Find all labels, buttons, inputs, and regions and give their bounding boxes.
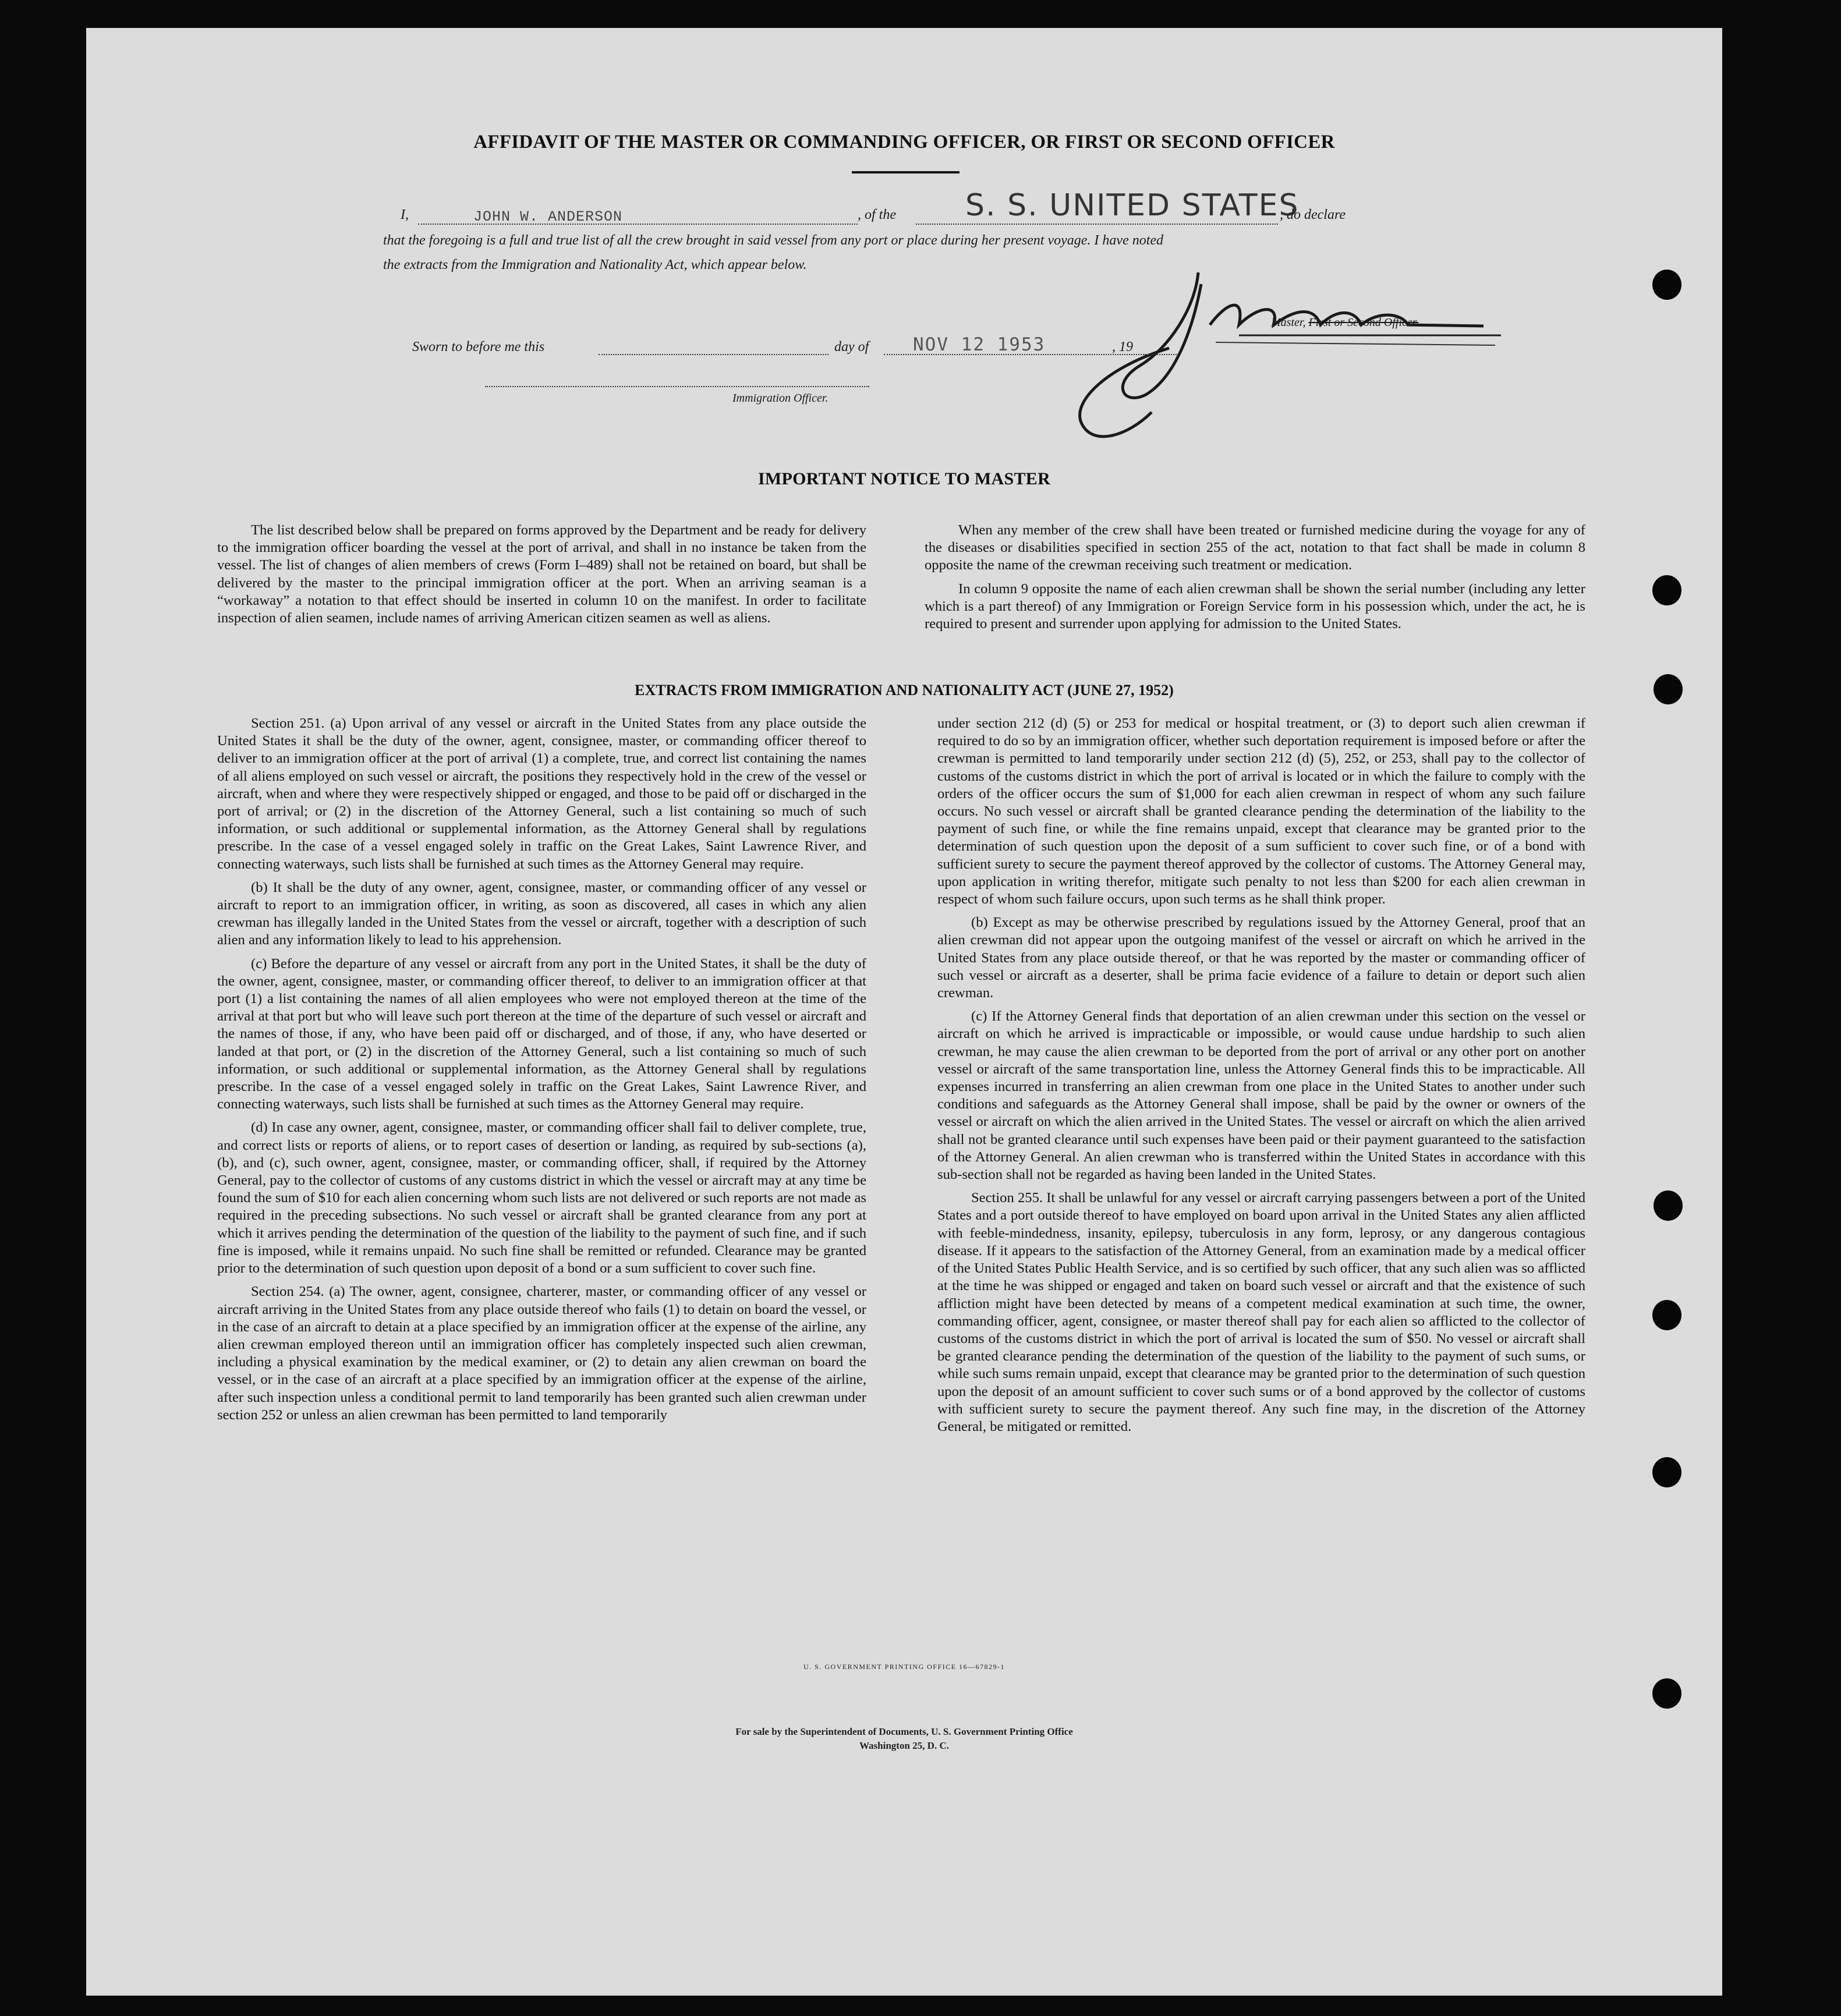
notice-paragraph: When any member of the crew shall have been treated or furnished medicine during the voyage for any of the diseases or disabilities specified in section 255 of the act, notation to that fact shall be made in column 8 opposite the name of the crewman receiving such treatment or medication. [925, 522, 1585, 573]
immigration-officer-line [485, 386, 869, 387]
vessel-field-line [916, 224, 1278, 225]
punch-hole [1652, 1457, 1681, 1487]
punch-hole [1652, 270, 1681, 300]
extract-paragraph: under section 212 (d) (5) or 253 for medical or hospital treatment, or (3) to deport such alien crewman if required to do so by an immigration officer, whether such deportation requirement is imposed before or after the crewman is permitted to land temporarily under section 212 (d) (5), 252, or 253, shall pay to the collector of customs of the customs district in which the port of arrival is located or in which the failure to comply with the orders of the officer occurs the sum of $1,000 for each alien crewman in respect of whom any such failure occurs. No such vessel or aircraft shall be granted clearance pending the determination of the liability to the payment of such fine, or while the fine remains unpaid, except that clearance may be granted prior to the determination of such question upon the deposit of a sum sufficient to cover such fine, or of a bond with sufficient surety to secure the payment thereof approved by the collector of customs. The Attorney General may, upon application in writing therefor, mitigate such penalty to not less than $200 for each alien crewman in respect of whom such failure occurs, upon such terms as he shall think proper. [937, 715, 1585, 908]
punch-hole [1654, 674, 1683, 704]
extract-paragraph: (b) Except as may be otherwise prescribed by regulations issued by the Attorney General, proof that an alien crewman did not appear upon the outgoing manifest of the vessel or aircraft on which he arrived in the United States from any place outside thereof, or that he was reported by the master or commanding officer of such vessel or aircraft as a deserter, shall be prima facie evidence of a failure to detain or deport such alien crewman. [937, 915, 1585, 1001]
master-signature [1053, 261, 1507, 453]
affidavit-title: AFFIDAVIT OF THE MASTER OR COMMANDING OFFICER, OR FIRST OR SECOND OFFICER [473, 132, 1335, 153]
notice-left-column [217, 522, 866, 627]
declaration-of-the: , of the [858, 207, 896, 222]
extract-paragraph: (c) If the Attorney General finds that deportation of an alien crewman under this section on the vessel or aircraft on which he arrived is impracticable or impossible, or would cause undue hardship to such alien crewman, he may cause the alien crewman to be deported from the port of arrival or any other port on another vessel or aircraft of the same transportation line, unless the Attorney General finds this to be impracticable. All expenses incurred in transferring an alien crewman from one place in the United States to another under such conditions and safeguards as the Attorney General shall impose, shall be paid by the owner or owners of the vessel or aircraft on which the alien arrived in the United States. The vessel or aircraft on which the alien arrived shall not be granted clearance until such expenses have been paid or their payment guaranteed to the satisfaction of the Attorney General. An alien crewman who is transferred within the United States in accordance with this sub-section shall not be regarded as having been landed in the United States. [937, 1008, 1585, 1183]
extract-paragraph: Section 254. (a) The owner, agent, consignee, charterer, master, or commanding officer of any vessel or aircraft arriving in the United States from any place outside thereof who fails (1) to detain on board the vessel, or in the case of an aircraft to detain at a place specified by an immigration officer at the expense of the airline, any alien crewman employed thereon until an immigration officer has completely inspected such alien crewman, including a physical examination by the medical examiner, or (2) to detain any alien crewman on board the vessel, or in the case of an aircraft at a place specified by an immigration officer at the expense of the airline, after such inspection unless a conditional permit to land temporarily has been granted such alien crewman under section 252 or unless an alien crewman has been permitted to land temporarily [217, 1284, 866, 1423]
punch-hole [1652, 1678, 1681, 1709]
declaration-line-2: that the foregoing is a full and true list of all the crew brought in said vessel from any port or place during her present voyage. I have noted [383, 233, 1164, 248]
punch-hole [1654, 1191, 1683, 1221]
day-of-label: day of [834, 339, 869, 355]
extract-paragraph: (b) It shall be the duty of any owner, agent, consignee, master, or commanding officer of any vessel or aircraft to report to an immigration officer, in writing, as soon as discovered, all cases in which any alien crewman has illegally landed in the United States from the vessel or aircraft, together with a description of such alien and any information likely to lead to his apprehension. [217, 879, 866, 948]
notice-right-column [925, 522, 1585, 633]
form-page [86, 28, 1722, 1996]
extracts-title: EXTRACTS FROM IMMIGRATION AND NATIONALITY ACT (JUNE 27, 1952) [635, 682, 1174, 699]
notice-title: IMPORTANT NOTICE TO MASTER [757, 469, 1051, 488]
declaration-i: I, [401, 207, 409, 222]
notice-paragraph: In column 9 opposite the name of each alien crewman shall be shown the serial number (including any letter which is a part thereof) of any Immigration or Foreign Service form in his possession which, under the act, he is required to present and surrender upon applying for admission to the United States. [925, 580, 1585, 632]
sale-notice-line-1: For sale by the Superintendent of Documents, U. S. Government Printing Office [735, 1726, 1073, 1737]
year-label: , 19 [1112, 339, 1133, 355]
extracts-right-column [937, 715, 1585, 1436]
sworn-label: Sworn to before me this [412, 339, 545, 355]
declaration-declare: , do declare [1280, 207, 1346, 222]
punch-hole [1652, 1300, 1681, 1330]
master-label: Master, First or Second Officer. [1271, 316, 1419, 329]
gpo-imprint: U. S. GOVERNMENT PRINTING OFFICE 16—67829-1 [803, 1663, 1005, 1671]
sworn-day-line [599, 354, 829, 355]
extracts-left-column [217, 715, 866, 1424]
punch-hole [1652, 575, 1681, 605]
sworn-date-stamp: NOV 12 1953 [913, 334, 1046, 355]
extract-paragraph: Section 251. (a) Upon arrival of any vessel or aircraft in the United States from any place outside the United States it shall be the duty of the owner, agent, consignee, master, or commanding officer thereof to deliver to an immigration officer at the port of arrival (1) a complete, true, and correct list containing the names of all aliens employed on such vessel or aircraft, the positions they respectively hold in the crew of the vessel or aircraft, when and where they were respectively shipped or engaged, and those to be paid off or discharged in the port of arrival; or (2) in the discretion of the Attorney General, such a list containing so much of such information, or such additional or supplemental information, as the Attorney General shall by regulations prescribe. In the case of a vessel engaged solely in traffic on the Great Lakes, Saint Lawrence River, and connecting waterways, such lists shall be furnished at such times as the Attorney General may require. [217, 715, 866, 872]
declaration-line-3: the extracts from the Immigration and Nationality Act, which appear below. [383, 257, 807, 272]
extract-paragraph: (c) Before the departure of any vessel or aircraft from any port in the United States, it shall be the duty of the owner, agent, consignee, master, or commanding officer thereof, to deliver to an immigration officer at that port (1) a list containing the names of all alien employees who were not employed thereon at the time of the arrival at that port but who will leave such port thereon at the time of the departure of such vessel or aircraft and the names of those, if any, who have been paid off or discharged, and of those, if any, who have deserted or landed at that port, or (2) in the discretion of the Attorney General, such a list containing so much of such information, or such additional or supplemental information, as the Attorney General shall by regulations prescribe. In the case of a vessel engaged solely in traffic on the Great Lakes, Saint Lawrence River, and connecting waterways, such lists shall be furnished at such times as the Attorney General may require. [217, 955, 866, 1112]
vessel-name-stamp: S. S. UNITED STATES [965, 188, 1300, 223]
extract-paragraph: (d) In case any owner, agent, consignee, master, or commanding officer shall fail to deliver complete, true, and correct lists or reports of aliens, or to report cases of desertion or landing, as required by sub-sections (a), (b), and (c), such owner, agent, consignee, master, or commanding officer, shall, if required by the Attorney General, pay to the collector of customs of any customs district in which the vessel or aircraft may at any time be found the sum of $10 for each alien concerning whom such lists are not delivered or such reports are not made as required in the preceding subsections. No such vessel or aircraft shall be granted clearance from any port at which it arrives pending the determination of the question of the liability to the payment of such fine, and if such fine is imposed, while it remains unpaid. No such fine shall be remitted or refunded. Clearance may be granted prior to the determination of such question upon deposit of a bond or a sum sufficient to cover such fine. [217, 1119, 866, 1277]
sale-notice-line-2: Washington 25, D. C. [859, 1740, 949, 1751]
extract-paragraph: Section 255. It shall be unlawful for any vessel or aircraft carrying passengers between a port of the United States and a port outside thereof to have employed on board upon arrival in the United States any alien afflicted with feeble-mindedness, insanity, epilepsy, tuberculosis in any form, leprosy, or any dangerous contagious disease. If it appears to the satisfaction of the Attorney General, from an examination made by a medical officer of the United States Public Health Service, and is so certified by such officer, that any such alien was so afflicted at the time he was shipped or engaged and taken on board such vessel or aircraft and that the existence of such affliction might have been detected by means of a competent medical examination at such time, the owner, commanding officer, agent, consignee, or master thereof shall pay for each alien so afflicted to the collector of customs of the customs district in which the port of arrival is located the sum of $50. No vessel or aircraft shall be granted clearance pending the determination of the question of the liability to the payment of such sums, or while such sums remain unpaid, except that clearance may be granted prior to the determination of such question upon the deposit of an amount sufficient to cover such sums or of a bond approved by the collector of customs with sufficient surety to secure the payment thereof. Any such fine may, in the discretion of the Attorney General, be mitigated or remitted. [937, 1190, 1585, 1434]
notice-paragraph: The list described below shall be prepared on forms approved by the Department and be ready for delivery to the immigration officer boarding the vessel at the port of arrival, and shall in no instance be taken from the vessel. The list of changes of alien members of crews (Form I–489) shall not be retained on board, but shall be delivered by the master to the principal immigration officer at the port. When an arriving seaman is a “workaway” a notation to that effect should be inserted in column 10 on the manifest. In order to facilitate inspection of alien seamen, include names of arriving American citizen seamen as well as aliens. [217, 522, 866, 626]
immigration-officer-label: Immigration Officer. [732, 392, 829, 405]
officer-name: JOHN W. ANDERSON [473, 208, 623, 225]
sworn-year-line [1145, 354, 1177, 355]
title-rule [852, 171, 960, 173]
